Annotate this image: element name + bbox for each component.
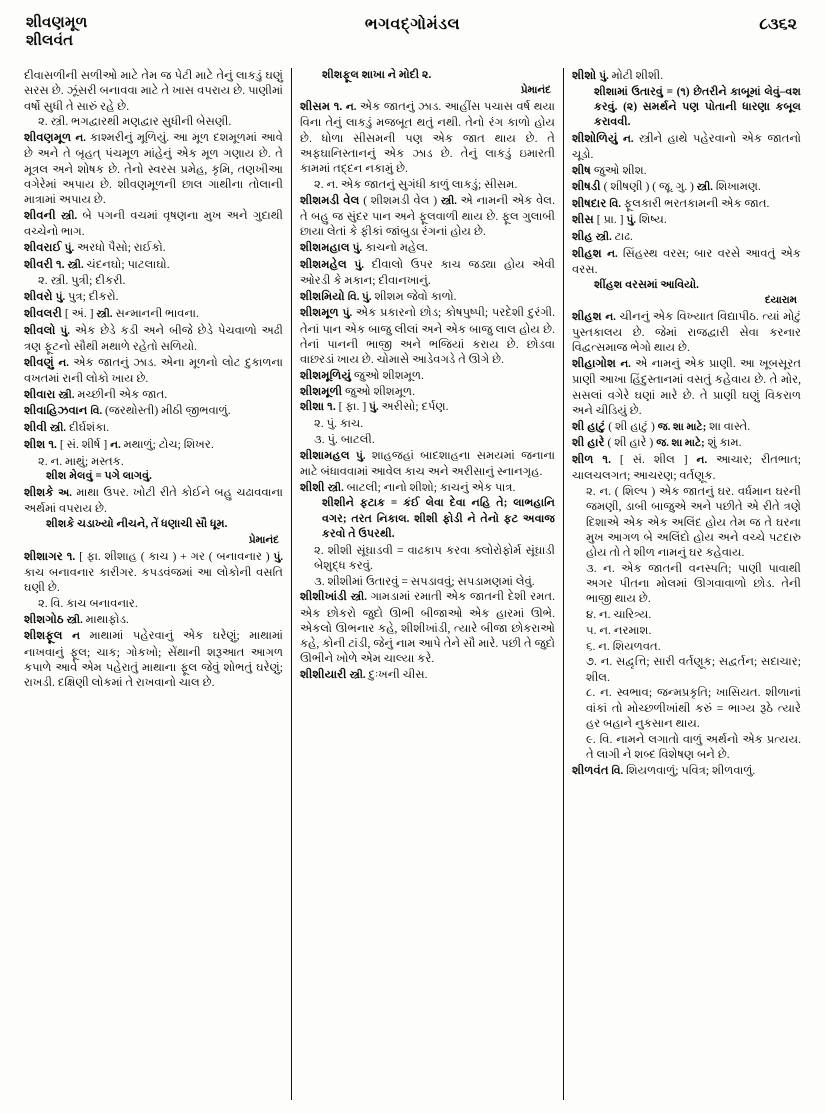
entry-headword: શીશમડી વેલ	[300, 193, 360, 207]
entry-definition: એક જાતનું ઝાડ. આહીંસ પચાસ વર્ષ થયા વિના તેનું લાકડું મજબૂત થતું નથી. તેનો રંગ કાળો હોય છે. ધોળા સીસમની પણ એક જાત થાય છે. તે અફઘાનિસ્તાનનું એક ઝાડ છે. તેનું લાકડું ઇમારતી કામમાં તદ્દન નકામું છે.	[300, 100, 556, 175]
sense-text: ૩. ન. એક જાતની વનસ્પતિ; પાણી પાવાથી અગર પીતના મોલમાં ઊગવાવાળો છોડ. તેની ભાજી થાય છે.	[586, 561, 801, 606]
continued-paragraph	[24, 68, 283, 114]
part-of-speech: પું.	[273, 551, 283, 563]
dictionary-entry	[572, 163, 801, 178]
sense-definition	[572, 484, 801, 560]
entry-definition: શિખામણ.	[715, 179, 761, 193]
part-of-speech: પું.	[356, 450, 366, 462]
entry-definition: દીવાલો ઉપર કાચ જડ્યા હોય એવી ઓરડી કે મકાન; દીવાનખાનું.	[300, 257, 555, 287]
entry-definition: એક છેડે કડી અને બીજે છેડે પેચવાળો અઢી ત્રણ ફૂટનો સૌથી મથાળે રહેતો સળિયો.	[24, 323, 283, 353]
dictionary-entry	[24, 485, 283, 517]
sense-number: ૧.	[327, 400, 336, 414]
entry-definition: એક પ્રકારનો છોડ; કોષપુષ્પી; પરદેશી દુરંગી. તેનાં પાન એક બાજુ લીલાં અને એક બાજુ લાલ હોય છે. તેનાં પાનની ભાજી અને ભજિયાં કરાય છે. છોડવા વાછરડાં ખાય છે. ચોમાસે આડેવગડે તે ઊગે છે.	[300, 306, 556, 366]
quote-attribution	[24, 533, 283, 548]
entry-headword: શીવરાઈ	[24, 240, 62, 254]
entry-definition: ટાઢ.	[614, 230, 633, 243]
part-of-speech: વિ.	[611, 765, 624, 777]
entry-definition: માથા ઉપર. ખોટી રીતે કોઈને બહુ ચઢાવવાના અર્થમાં વપરાય છે.	[24, 486, 284, 516]
quote-text: શીંહશ વરસમાં આવિયો.	[594, 278, 699, 291]
sense-definition	[24, 454, 283, 469]
dictionary-entry	[572, 309, 801, 356]
entry-headword: શીશકે	[24, 486, 54, 499]
entry-headword: શીહાગોશ	[572, 357, 617, 370]
sense-text: ૨. ન. એક જાતનું સુગંધી કાળું લાકડું; સીસમ.	[314, 177, 518, 191]
example-quote	[300, 496, 555, 542]
dictionary-entry	[24, 306, 283, 322]
sense-number: ૧.	[66, 549, 76, 563]
part-of-speech: ન.	[620, 359, 631, 370]
dictionary-entry	[572, 196, 801, 212]
sense-definition	[572, 685, 801, 731]
etymology-bracket: [ ફા. ]	[338, 400, 367, 414]
part-of-speech: સ્ત્રી.	[61, 210, 78, 222]
part-of-speech: સ્ત્રી.	[595, 232, 612, 243]
dictionary-entry	[572, 212, 801, 228]
sense-text: ૬. ન. શિયળવત.	[586, 639, 661, 653]
entry-headword: શીશા	[300, 400, 325, 414]
variant-form: ( શીશમડી વેલ )	[363, 193, 438, 207]
column-1	[16, 68, 292, 1100]
sense-definition	[572, 607, 801, 622]
entry-headword: શીવની	[24, 208, 56, 222]
page-header	[16, 14, 809, 66]
entry-definition: દુઃખની ચીસ.	[368, 668, 428, 681]
dictionary-entry	[572, 452, 801, 484]
etymology-bracket: [ અં. ]	[64, 306, 94, 320]
part-of-speech: સ્ત્રી.	[349, 670, 366, 681]
part-of-speech: સ્ત્રી.	[350, 592, 367, 604]
entry-headword: શી હારે	[572, 436, 605, 450]
entry-headword: શીશમૂળ	[300, 306, 339, 320]
dictionary-entry	[572, 229, 801, 245]
dictionary-entry	[300, 368, 555, 383]
part-of-speech: પું.	[369, 402, 379, 414]
entry-definition: બે પગની વચમાં વૃષણના મુખ અને ગુદાથી વચ્ચેનો ભાગ.	[24, 208, 283, 238]
dictionary-entry	[300, 480, 555, 496]
dictionary-entry	[24, 437, 283, 453]
entry-headword: શીવણમૂળ	[24, 131, 72, 144]
part-of-speech: સ્ત્રી.	[67, 259, 84, 271]
variant-form: ( શીષણી )	[603, 179, 650, 193]
entry-definition: અરધો પૈસો; રાઈકો.	[77, 240, 166, 254]
dictionary-entry	[300, 448, 555, 480]
entry-definition: મોટી શીશી.	[611, 69, 664, 82]
entry-headword: શીળ	[572, 453, 594, 466]
entry-definition: ચીનનું એક વિખ્યાત વિદ્યાપીઠ. ત્યાં મોટું પુસ્તકાલય છે. જેમાં રાજદ્વારી સેવા કરનાર વિદ્વત્સમાજ ભેગો થાય છે.	[572, 309, 801, 355]
part-of-speech: વિ. પું.	[347, 291, 372, 303]
example-quote	[572, 278, 801, 309]
sense-definition	[572, 732, 801, 763]
entry-headword: શીહ	[572, 230, 593, 243]
sense-text: ૨. વિ. કાચ બનાવનાર.	[38, 596, 138, 610]
dictionary-entry	[572, 356, 801, 418]
part-of-speech: ન.	[58, 357, 69, 369]
part-of-speech: ન.	[345, 102, 357, 113]
part-of-speech: ન.	[75, 133, 86, 144]
etymology-bracket: [ ફા. શીશાહ ( કાચ ) + ગર ( બનાવનાર )	[79, 549, 270, 563]
sense-text: ૨. શીશી સૂંઘાડવી = વાઢકાપ કરવા ક્લોરોફોર્મ સૂંઘાડી બેશુદ્ધ કરવું.	[314, 543, 555, 572]
entry-definition: શિયળવાળું; પવિત્ર; શીળવાળું.	[626, 763, 756, 777]
entry-definition: આચાર; રીતભાત; ચાલચલગત; આચરણ; વર્તણૂક.	[572, 453, 801, 483]
part-of-speech: પું.	[64, 242, 75, 254]
entry-headword: શીશો	[572, 69, 597, 82]
header-last-entry: શીલવંત	[26, 33, 74, 49]
entry-headword: શીવરો	[24, 290, 53, 303]
dictionary-entry	[300, 667, 555, 683]
dictionary-entry	[572, 246, 801, 278]
part-of-speech: ન.	[696, 455, 708, 466]
sense-definition	[572, 639, 801, 654]
entry-definition: અરીસો; દર્પણ.	[381, 400, 449, 414]
entry-definition: સ્ત્રીને હાથે પહેરવાનો એક જાતનો ચૂડો.	[572, 132, 801, 162]
part-of-speech: પું.	[342, 308, 353, 320]
part-of-speech: પું.	[354, 259, 365, 271]
sense-definition	[300, 574, 555, 589]
dictionary-entry	[24, 403, 283, 419]
part-of-speech: પું.	[60, 325, 70, 337]
example-quote	[572, 85, 801, 131]
sense-text: ૭. ન. સદ્વૃત્તિ; સારી વર્તણૂક; સદ્વર્તન; સદાચાર; શીલ.	[586, 655, 801, 684]
quote-text: શીશામાં ઉતારવું = (૧) છેતરીને કાબૂમાં લેવું–વશ કરવું. (૨) સમર્થને પણ પોતાની ધારણા કબૂલ કરાવવી.	[594, 85, 801, 129]
entry-definition: શિષ્ય.	[638, 213, 667, 227]
entry-definition: (જરથોસ્તી) મીઠી જીભવાળું.	[105, 404, 231, 418]
sense-definition	[572, 623, 801, 638]
sense-text: ૪. ન. ચારિત્ર્ય.	[586, 608, 652, 621]
part-of-speech: ન.	[623, 134, 634, 145]
entry-headword: શીવલરી	[24, 306, 62, 320]
part-of-speech: જ. શા માટે;	[657, 421, 707, 433]
sense-number: ૧.	[333, 100, 343, 113]
variant-form: ( શી હારે )	[607, 436, 654, 450]
quote-text: શીશીને ફટાક = કંઈ લેવા દેવા નહિ તે; લાભહાનિ વગર; તરત નિકાલ. શીશી ફોડી ને તેનો ફટ અવાજ કરવો તે ઉપરથી.	[322, 497, 555, 540]
entry-headword: શીવણું	[24, 355, 54, 369]
sense-text: ૨. ન. ( શિલ્પ ) એક જાતનું ઘર. વર્ધમાન ઘરની જમણી, ડાબી બાજુએ અને પછીતે એ રીતે ત્રણે દિશાએ એક એક અલિંદ હોય તેમ જ તે ઘરના મુખ આગળ બે અલિંદો હોય અને વચ્ચે પટદારુ હોય તો તે શીળ નામનું ઘર કહેવાય.	[586, 485, 801, 559]
dictionary-entry	[24, 355, 283, 387]
dictionary-entry	[300, 589, 555, 666]
entry-definition: શું કામ.	[707, 436, 742, 450]
part-of-speech: સ્ત્રી.	[96, 308, 113, 320]
entry-headword: શીવારા	[24, 387, 56, 401]
part-of-speech: ન.	[110, 439, 121, 451]
part-of-speech: સ્ત્રી.	[696, 181, 713, 193]
dictionary-entry	[572, 435, 801, 451]
dictionary-entry	[24, 257, 283, 273]
entry-headword: શીશમૂળી	[300, 384, 343, 398]
entry-definition: મચ્છીની એક જાત.	[77, 387, 168, 401]
entry-headword: શી હાટું	[572, 419, 606, 433]
entry-headword: શીશીખાંડી	[300, 590, 347, 604]
entry-definition: સિંહસ્થ વરસ; બાર વરસે આવતું એક વરસ.	[572, 246, 801, 276]
entry-headword: શીવી	[24, 421, 47, 434]
sense-number: ૧.	[56, 257, 65, 271]
sense-text: ૮. ન. સ્વભાવ; જન્મપ્રકૃતિ; ખાસિયત. શીળાનાં વાંકાં તો મોચ્છળીખાંથી કરુંં = ભાગ્ય રૂઠે ત્યારે હર બહાને નુકસાન થાય.	[586, 686, 801, 730]
entry-definition: કાચનો મહેલ.	[365, 240, 428, 254]
entry-headword: શીશામહલ	[300, 448, 350, 462]
sense-text: ૨. સ્ત્રી. ભગદ્વારથી મણદ્વાર સુધીની બેસણી.	[38, 115, 232, 129]
dictionary-entry	[24, 323, 283, 355]
sense-definition	[572, 654, 801, 685]
entry-definition: શાહજહાં બાદશાહના સમયમાં જનાના માટે બંધાવવામાં આવેલ કાચ અને અરીસાનું સ્નાનગૃહ.	[300, 448, 556, 478]
sense-text: ૩. પું. બાટલી.	[314, 432, 375, 446]
dictionary-entry	[300, 289, 555, 305]
entry-definition: બાટલી; નાનો શીશો; કાચનું એક પાત્ર.	[346, 480, 516, 494]
entry-definition: એ નામનું એક પ્રાણી. આ ખૂબસૂરત પ્રાણી આખા હિંદુસ્તાનમાં વસતું કહેવાય છે. તે મોર, સસલાં વગેરે ઘણાં મારે છે. તે પ્રાણી ઘણું વિકરાળ અને ચીડિયું છે.	[572, 357, 802, 417]
sense-text: ૨. સ્ત્રી. પુત્રી; દીકરી.	[38, 274, 126, 288]
column-3	[564, 68, 809, 1100]
etymology-bracket: [ સં. શીલ ]	[619, 453, 688, 466]
attribution-text: પ્રેમાનંદ	[248, 534, 279, 546]
dictionary-entry	[24, 628, 283, 690]
page-number: ૮૩૬૨	[759, 16, 797, 33]
part-of-speech: અ.	[58, 488, 72, 499]
entry-headword: શીશીયારી	[300, 668, 347, 681]
entry-headword: શીશાગર	[24, 549, 63, 563]
sense-definition	[300, 432, 555, 447]
part-of-speech: પું.	[352, 242, 363, 254]
entry-headword: શીસ	[572, 213, 594, 227]
entry-definition: શીશમ જેવો કાળો.	[374, 289, 457, 303]
etymology-bracket: [ પ્રા. ]	[596, 213, 624, 227]
dictionary-entry	[300, 193, 555, 240]
sense-text: ૫. ન. નરમાશ.	[586, 623, 652, 637]
dictionary-entry	[300, 384, 555, 399]
entry-headword: શીસમ	[300, 100, 331, 113]
continued-text: દીવાસળીની સળીઓ માટે તેમ જ પેટી માટે તેનું લાકડું ઘણું સરસ છે. ઝૂંસરી બનાવવા માટે તે ખાસ વપરાય છે. પાણીમાં વર્ષો સુધી તે સારું રહે છે.	[24, 69, 283, 113]
quote-text: શીશકે ચડાખ્યો નીચને, તેં ધણાચી સૌ ધૂમ.	[46, 518, 228, 530]
entry-definition: એક જાતનું ઝાડ. એના મૂળનો લોટ દુકાળના વખતમાં રાની લોકો ખાય છે.	[24, 355, 284, 385]
header-first-entry: શીવણમૂળ	[26, 15, 88, 31]
part-of-speech: સ્ત્રી.	[58, 389, 75, 401]
entry-headword: શીશમૂળિયું	[300, 368, 352, 382]
attribution-text: દયારામ	[764, 295, 797, 306]
dictionary-entry	[24, 130, 283, 207]
variant-form: ( શી હાટું )	[608, 419, 655, 433]
part-of-speech: સ્ત્રી.	[440, 195, 457, 207]
entry-headword: શીષ	[572, 164, 591, 177]
dictionary-entry	[572, 131, 801, 163]
entry-definition: એ નામની એક વેલ. તે બહુ જ સુંદર પાન અને ફૂલવાળી થાય છે. ફૂલ ગુલાબી છાયા લેતાં કે ફીકાં જાંબુડા રંગનાં હોય છે.	[300, 193, 555, 238]
part-of-speech: પું.	[55, 292, 66, 303]
entry-headword: શીવરી	[24, 257, 54, 271]
entry-definition: કાશ્મરીનું મૂળિયું. આ મૂળ દશમૂળમાં આવે છે અને તે બૃહત્ પંચમૂળ માંહેનું એક મૂળ ગણાય છે. તે મૂત્રલ અને શોષક છે. તેનો સ્વરસ પ્રમેહ, કૃમિ, તણખીઆ વગેરેમાં અપાય છે. શીવણમૂળની છાલ ગાથીના તોલાની માત્રામાં અપાય છે.	[24, 131, 283, 206]
part-of-speech: જ. શા માટે;	[656, 438, 705, 450]
dictionary-entry	[572, 68, 801, 84]
example-quote	[24, 517, 283, 532]
sense-definition	[24, 114, 283, 129]
entry-definition: સન્માનની ભાવના.	[115, 306, 199, 320]
attribution-text: પ્રેમાનંદ	[520, 85, 551, 97]
part-of-speech: સ્ત્રી.	[49, 423, 67, 434]
sense-text: ૯. વિ. નામને લગાતો વાળું અર્થનો એક પ્રત્યય. તે લાગી ને શબ્દ વિશેષણ બને છે.	[586, 732, 801, 761]
page-title: ભગવદ્ગોમંડલ	[364, 16, 461, 33]
entry-headword: શીવાહિઝવાન	[24, 404, 88, 418]
entry-definition: પુત્ર; દીકરો.	[68, 290, 119, 303]
entry-definition: ફૂલકારી ભરતકામની એક જાત.	[623, 196, 770, 210]
dictionary-entry	[572, 419, 801, 435]
sense-number: ૧.	[48, 437, 57, 451]
entry-headword: શીહશ	[572, 309, 602, 323]
sense-definition	[300, 177, 555, 192]
sense-definition	[24, 596, 283, 611]
entry-definition: શા વાસ્તે.	[709, 419, 751, 433]
entry-definition: ચંદનઘો; પાટલાઘો.	[86, 257, 170, 271]
sense-definition	[300, 416, 555, 431]
dictionary-entry	[24, 387, 283, 403]
part-of-speech: પું.	[599, 71, 609, 82]
entry-headword: શીષદાર	[572, 196, 607, 210]
dictionary-entry	[300, 399, 555, 415]
entry-definition: કાચ બનાવનાર કારીગર. કપડવંજમાં આ લોકોની વસતિ ઘણી છે.	[24, 565, 283, 594]
entry-headword: શીશગોઠ	[24, 612, 64, 626]
part-of-speech: ન.	[607, 248, 618, 260]
sense-text: ૩. શીશીમાં ઉતારવું = સપડાવવું; સપડામણમાં લેવું.	[314, 574, 535, 588]
part-of-speech: ન	[72, 631, 81, 643]
part-of-speech: ન.	[605, 311, 616, 323]
part-of-speech: પું.	[626, 215, 636, 227]
entry-definition: માથામાં પહેરવાનું એક ઘરેણું; માથામાં નાખવાનું ફૂલ; ચાક; ગોકખો; સેંથાની શરૂઆત આગળ કપાળે આવે એમ પહેરાતું માથાના ફૂલ જેવું શોભતું ઘરેણું; રાખડી. દક્ષિણી લોકમાં તે રાખવાનો ચાલ છે.	[24, 629, 283, 689]
entry-headword: શીળવંત	[572, 763, 609, 777]
part-of-speech: સ્ત્રી.	[327, 482, 344, 494]
part-of-speech: વિ.	[90, 406, 103, 418]
entry-definition: જુઓ શીશમૂળ.	[345, 384, 415, 398]
dictionary-entry	[24, 549, 283, 596]
dictionary-entry	[572, 763, 801, 779]
dictionary-entry	[24, 289, 283, 305]
column-container	[16, 68, 809, 1100]
dictionary-entry	[24, 240, 283, 256]
entry-headword: શીહશ	[572, 246, 602, 260]
entry-definition: મથાળું; ટોચ; શિખર.	[123, 437, 214, 451]
sense-text: ૨. પું. કાચ.	[314, 417, 364, 430]
dictionary-entry	[300, 240, 555, 256]
entry-headword: શીશી	[300, 480, 325, 494]
quote-text: શીશફૂલ શાખા ને મોદી ૨.	[322, 69, 432, 81]
entry-headword: શીવલો	[24, 323, 56, 337]
column-2	[292, 68, 564, 1100]
entry-headword: શીશમહેલ	[300, 257, 347, 271]
dictionary-entry	[300, 257, 555, 289]
dictionary-entry	[24, 420, 283, 436]
dictionary-entry	[24, 612, 283, 628]
sense-definition	[572, 561, 801, 607]
dictionary-entry	[300, 305, 555, 367]
entry-definition: ગામડામાં રમાતી એક જાતની દેશી રમત. એક છોકરો જુદો ઊભી બીજાઓ એક હારમાં ઊભે. એકલો ઊભનાર કહે, શીશીખાંડી, ત્યારે બીજા છોકરાઓ કહે, કોની ટાંડી, જેનું નામ આપે તેને સૌ મારે. પછી તે જુદો ઊભીને ખોળે એમ ચાલ્યા કરે.	[300, 590, 556, 666]
entry-definition: માથાફોડ.	[85, 612, 129, 626]
entry-headword: શીશમહાલ	[300, 240, 350, 254]
part-of-speech: વિ.	[609, 198, 622, 210]
dictionary-entry	[300, 99, 555, 176]
entry-headword: શીષડી	[572, 179, 601, 193]
etymology-bracket: ( જૂ. ગુ. )	[652, 179, 694, 193]
entry-headword: શીશ	[24, 437, 46, 451]
sense-text: ૨. ન. માથું; મસ્તક.	[38, 454, 124, 468]
example-quote	[300, 68, 555, 99]
entry-headword: શીશમિયો	[300, 289, 345, 303]
entry-headword: શીશોળિયું	[572, 132, 618, 145]
sense-number: ૧.	[602, 453, 611, 466]
dictionary-entry	[572, 179, 801, 195]
example-quote	[24, 469, 283, 484]
entry-definition: જુઓ શીશ.	[593, 164, 647, 177]
sense-definition	[24, 273, 283, 288]
part-of-speech: સ્ત્રી.	[66, 614, 83, 626]
etymology-bracket: [ સં. શીર્ષ ]	[59, 437, 108, 451]
entry-headword: શીશફૂલ	[24, 629, 63, 643]
quote-text: શીશ મેલવું = પગે લાગવું.	[46, 470, 152, 483]
dictionary-entry	[24, 208, 283, 240]
entry-definition: જુઓ શીશમૂળ.	[353, 368, 424, 382]
entry-definition: દીર્ઘશંકા.	[68, 421, 110, 434]
sense-definition	[300, 543, 555, 574]
